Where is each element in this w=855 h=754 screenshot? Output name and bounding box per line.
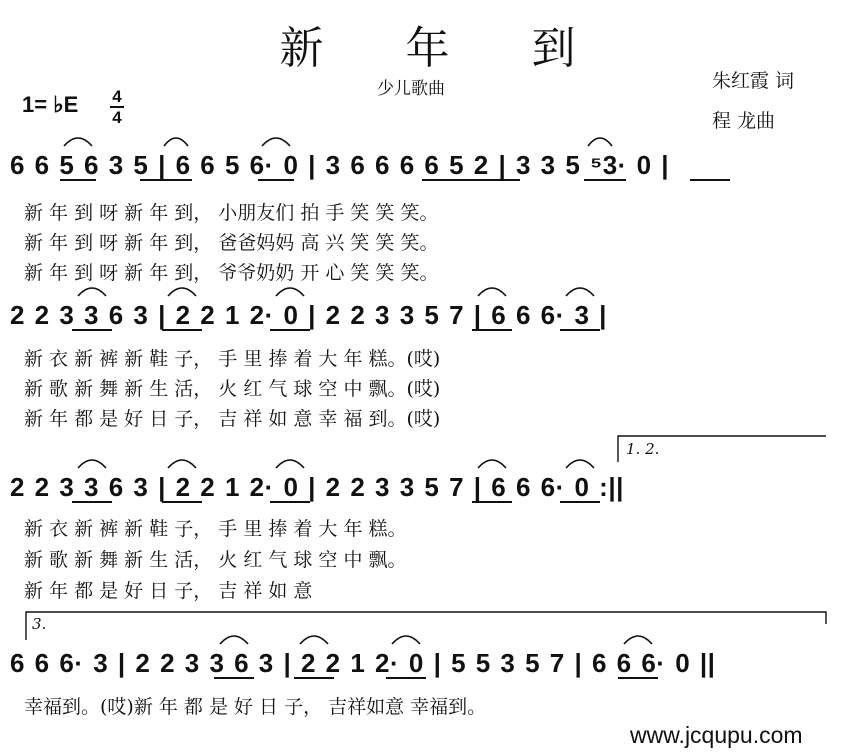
system-3-notes: 2 2 3 3 6 3 | 2 2 1 2· 0 | 2 2 3 3 5 7 | 6 6 6· 0 :|| xyxy=(10,472,624,502)
time-signature-bottom: 4 xyxy=(112,108,122,127)
time-signature-top: 4 xyxy=(112,87,122,106)
system-1-lyric-3: 新 年 到 呀 新 年 到， 爷爷奶奶 开 心 笑 笑 笑。 xyxy=(24,262,439,284)
key-signature: 1= ♭E xyxy=(22,92,79,117)
system-1-lyric-1: 新 年 到 呀 新 年 到， 小朋友们 拍 手 笑 笑 笑。 xyxy=(24,202,439,224)
system-3-lyric-1: 新 衣 新 裤 新 鞋 子， 手 里 捧 着 大 年 糕。 xyxy=(24,518,407,540)
slur xyxy=(220,636,248,644)
slur xyxy=(64,138,92,146)
slur xyxy=(478,460,506,468)
system-4-notes: 6 6 6· 3 | 2 2 3 3 6 3 | 2 2 1 2· 0 | 5 5 3 5 7 | 6 6 6· 0 || xyxy=(10,648,716,678)
page-title: 新 年 到 xyxy=(279,23,610,74)
volta-3-label: 3. xyxy=(32,615,47,633)
system-2-lyric-2: 新 歌 新 舞 新 生 活， 火 红 气 球 空 中 飘。(哎) xyxy=(24,378,441,400)
slur xyxy=(164,138,188,146)
slur xyxy=(168,288,196,296)
volta-1-2-label: 1. 2. xyxy=(626,440,660,458)
system-2-notes: 2 2 3 3 6 3 | 2 2 1 2· 0 | 2 2 3 3 5 7 | 6 6 6· 3 | xyxy=(10,300,607,330)
system-3-lyric-3: 新 年 都 是 好 日 子， 吉 祥 如 意 xyxy=(24,580,313,602)
volta-bracket-3 xyxy=(26,612,826,640)
lyricist-credit: 朱红霞 词 xyxy=(712,70,795,92)
slur xyxy=(168,460,196,468)
slur xyxy=(276,288,304,296)
subtitle: 少儿歌曲 xyxy=(377,79,445,99)
system-2-lyric-1: 新 衣 新 裤 新 鞋 子， 手 里 捧 着 大 年 糕。(哎) xyxy=(24,348,441,370)
system-4-lyric-1: 幸福到。(哎)新 年 都 是 好 日 子， 吉祥如意 幸福到。 xyxy=(24,696,487,718)
slur xyxy=(276,460,304,468)
slur xyxy=(566,460,594,468)
slur xyxy=(78,288,106,296)
slur xyxy=(392,636,420,644)
system-2-lyric-3: 新 年 都 是 好 日 子， 吉 祥 如 意 幸 福 到。(哎) xyxy=(24,408,441,430)
slur xyxy=(624,636,652,644)
slur xyxy=(588,138,612,146)
system-3-lyric-2: 新 歌 新 舞 新 生 活， 火 红 气 球 空 中 飘。 xyxy=(24,549,407,571)
slur xyxy=(262,138,290,146)
slur xyxy=(300,636,328,644)
volta-bracket-1-2 xyxy=(618,436,826,462)
system-1-lyric-2: 新 年 到 呀 新 年 到， 爸爸妈妈 高 兴 笑 笑 笑。 xyxy=(24,232,439,254)
watermark-text: www.jcqupu.com xyxy=(630,722,803,748)
composer-credit: 程 龙曲 xyxy=(712,110,776,132)
slur xyxy=(78,460,106,468)
system-1-notes: 6 6 5 6 3 5 | 6 6 5 6· 0 | 3 6 6 6 6 5 2 | 3 3 5 ⁵3· 0 | xyxy=(10,150,670,180)
slur xyxy=(566,288,594,296)
slur xyxy=(478,288,506,296)
